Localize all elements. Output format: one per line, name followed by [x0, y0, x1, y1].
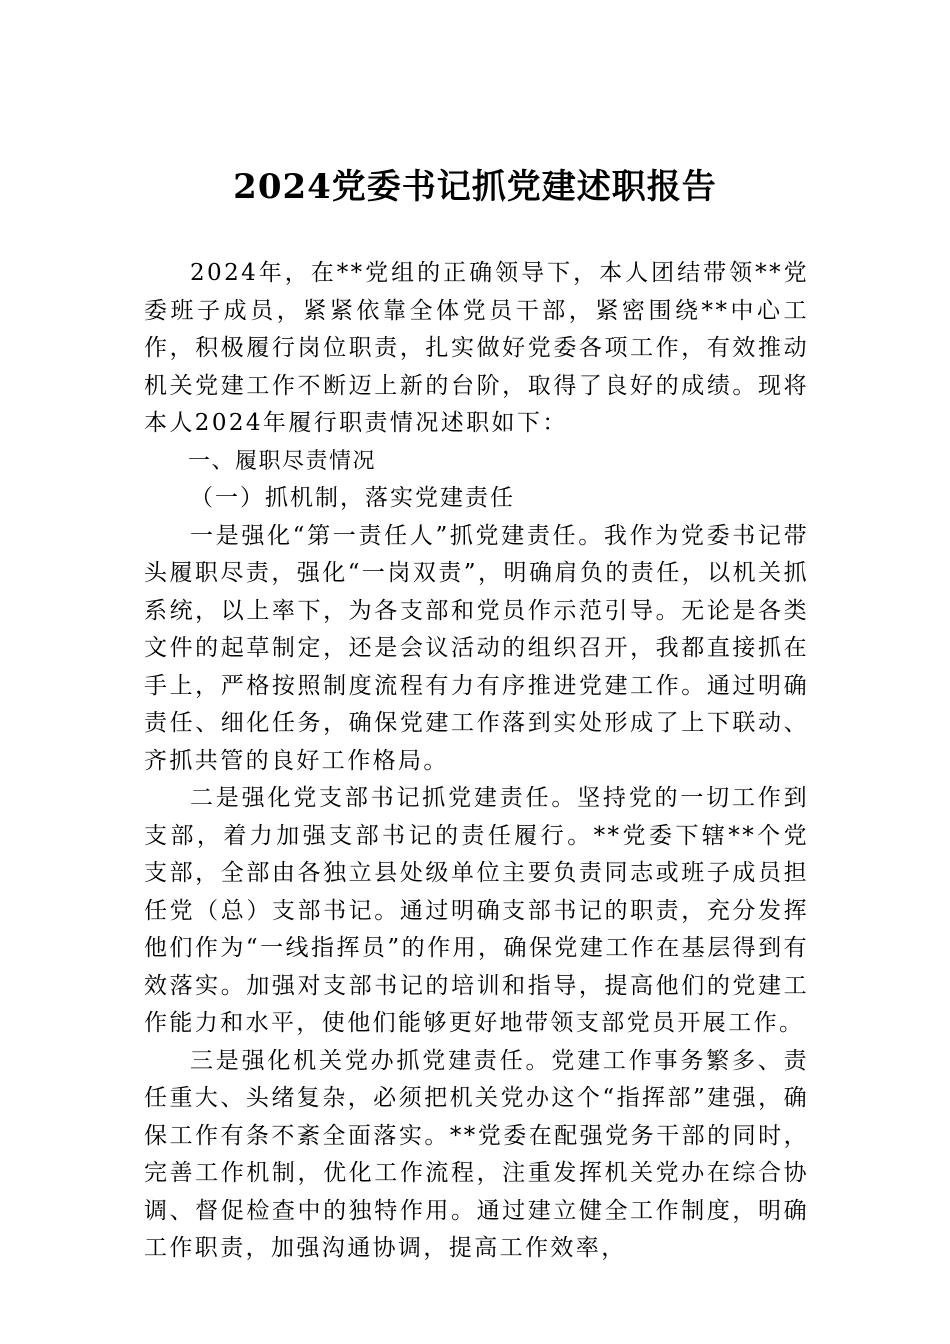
body-paragraph-3: 三是强化机关党办抓党建责任。党建工作事务繁多、责任重大、头绪复杂，必须把机关党办这个“指挥部”建强，确保工作有条不紊全面落实。**党委在配强党务干部的同时，完善工作机制，优化工作流程，注重发挥机关党办在综合协调、督促检查中的独特作用。通过建立健全工作制度，明确工作职责，加强沟通协调，提高工作效率，	[144, 1047, 809, 1261]
intro-paragraph: 2024年，在**党组的正确领导下，本人团结带领**党委班子成员，紧紧依靠全体党员干部，紧密围绕**中心工作，积极履行岗位职责，扎实做好党委各项工作，有效推动机关党建工作不断迈上新的台阶，取得了良好的成绩。现将本人2024年履行职责情况述职如下：	[144, 260, 809, 436]
document-body	[144, 255, 809, 1268]
body-paragraph-2: 二是强化党支部书记抓党建责任。坚持党的一切工作到支部，着力加强支部书记的责任履行。**党委下辖**个党支部，全部由各独立县处级单位主要负责同志或班子成员担任党（总）支部书记。通过明确支部书记的职责，充分发挥他们作为“一线指挥员”的作用，确保党建工作在基层得到有效落实。加强对支部书记的培训和指导，提高他们的党建工作能力和水平，使他们能够更好地带领支部党员开展工作。	[144, 785, 809, 1036]
subsection-heading: （一）抓机制，落实党建责任	[190, 485, 515, 511]
document-title: 2024党委书记抓党建述职报告	[233, 167, 717, 207]
body-paragraph-1: 一是强化“第一责任人”抓党建责任。我作为党委书记带头履职尽责，强化“一岗双责”，明确肩负的责任，以机关抓系统，以上率下，为各支部和党员作示范引导。无论是各类文件的起草制定，还是会议活动的组织召开，我都直接抓在手上，严格按照制度流程有力有序推进党建工作。通过明确责任、细化任务，确保党建工作落到实处形成了上下联动、齐抓共管的良好工作格局。	[144, 522, 809, 774]
section-heading: 一、履职尽责情况	[188, 448, 377, 474]
